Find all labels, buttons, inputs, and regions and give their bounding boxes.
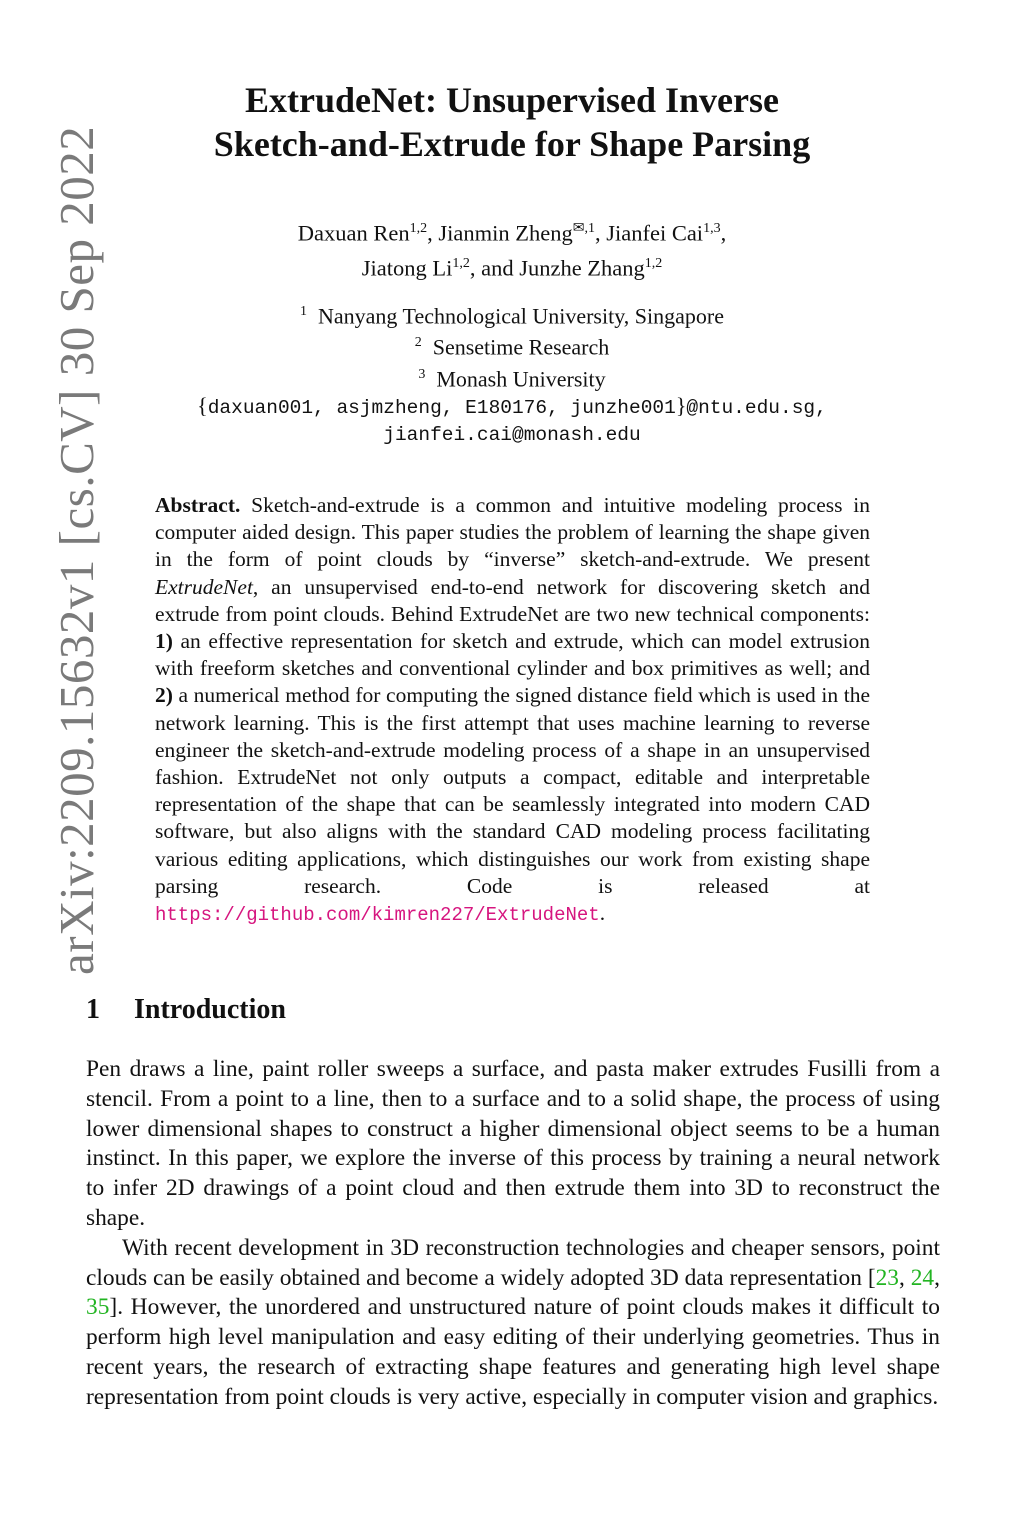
abstract-label: Abstract. [155, 493, 241, 517]
citation-link[interactable]: 24 [910, 1264, 935, 1291]
author-affil-sup: 1,2 [452, 255, 470, 271]
author-line-2: Jiatong Li$^{1,2}$, and Junzhe Zhang$^{1,2}$ [361, 255, 663, 280]
email-line-2: jianfei.cai@monash.edu [383, 423, 641, 446]
method-name: ExtrudeNet [155, 574, 253, 599]
title-line-2: Sketch-and-Extrude for Shape Parsing [213, 124, 811, 164]
paragraph: With recent development in 3D reconstruction technologies and cheaper sensors, point clouds can be easily obtained and become a widely adopted 3D data representation [23, 24, 35]. However, the unordered and unstructured nature of point clouds makes it difficult to perform high level manipulation and easy editing of their underlying geometries. Thus in recent years, the research of extracting shape features and generating high level shape representation from point clouds is very active, especially in computer vision and graphics. [86, 1234, 940, 1410]
author-affil-sup: ,1 [584, 221, 595, 236]
affiliation: $^1$ Nanyang Technological University, Singapore [300, 303, 724, 329]
paragraph: Pen draws a line, paint roller sweeps a surface, and pasta maker extrudes Fusilli from a stencil. From a point to a line, then to a surface and to a solid shape, the process of using lower dimensional shapes to construct a higher dimensional object seems to be a human instinct. In this paper, we explore the inverse of this process by training a neural network to infer 2D drawings of a point cloud and then extrude them into 3D to reconstruct the shape. [86, 1056, 940, 1231]
arxiv-identifier: arXiv:2209.15632v1 [cs.CV] 30 Sep 2022 [49, 125, 104, 975]
intro-body [86, 1055, 940, 1413]
author-affil-sup: 1,2 [409, 221, 428, 236]
code-link[interactable]: https://github.com/kimren227/ExtrudeNet [155, 904, 600, 927]
section-title: Introduction [134, 994, 286, 1025]
affiliation: $^3$ Monash University [418, 365, 606, 391]
email-line-1: {daxuan001, asjmzheng, E180176, junzhe001}@ntu.edu.sg, [197, 392, 827, 419]
author-list [100, 214, 924, 283]
author-name: Daxuan Ren [297, 220, 410, 246]
affiliation: $^2$ Sensetime Research [414, 334, 610, 360]
paper-title [100, 78, 924, 166]
author-name: Jianmin Zheng [438, 220, 573, 246]
citation-link[interactable]: 23 [875, 1264, 899, 1291]
author-line-1: Daxuan Ren$^{1,2}$, Jianmin Zheng$^{✉,1}$, Jianfei Cai$^{1,3}$, [297, 220, 727, 246]
author-name: Junzhe Zhang [519, 255, 645, 280]
section-heading [86, 994, 286, 1026]
citation-link[interactable]: 35 [86, 1294, 110, 1321]
author-affil-sup: 1,3 [703, 221, 721, 236]
author-affil-sup: 1,2 [644, 255, 663, 271]
abstract: Abstract. Sketch-and-extrude is a common and intuitive modeling process in computer aided design. This paper studies the problem of learning the shape given in the form of point clouds by “inverse” sketch-and-extrude. We present ExtrudeNet, an unsupervised end-to-end network for discovering sketch and extrude from point clouds. Behind ExtrudeNet are two new technical components: 1) an effective representation for sketch and extrude, which can model extrusion with freeform sketches and conventional cylinder and box primitives as well; and 2) a numerical method for computing the signed distance field which is used in the network learning. This is the first attempt that uses machine learning to reverse engineer the sketch-and-extrude modeling process of a shape in an unsupervised fashion. ExtrudeNet not only outputs a compact, editable and interpretable representation of the shape that can be seamlessly integrated into modern CAD software, but also aligns with the standard CAD modeling process facilitating various editing applications, which distinguishes our work from existing shape parsing research. Code is released at https://github.com/kimren227/ExtrudeNet. [155, 493, 870, 927]
author-name: Jiatong Li [361, 255, 453, 280]
author-name: Jianfei Cai [606, 220, 704, 246]
title-line-1: ExtrudeNet: Unsupervised Inverse [245, 80, 779, 120]
section-number: 1 [86, 994, 100, 1025]
affiliations [100, 298, 924, 449]
corresponding-envelope-icon: ✉ [572, 221, 585, 236]
